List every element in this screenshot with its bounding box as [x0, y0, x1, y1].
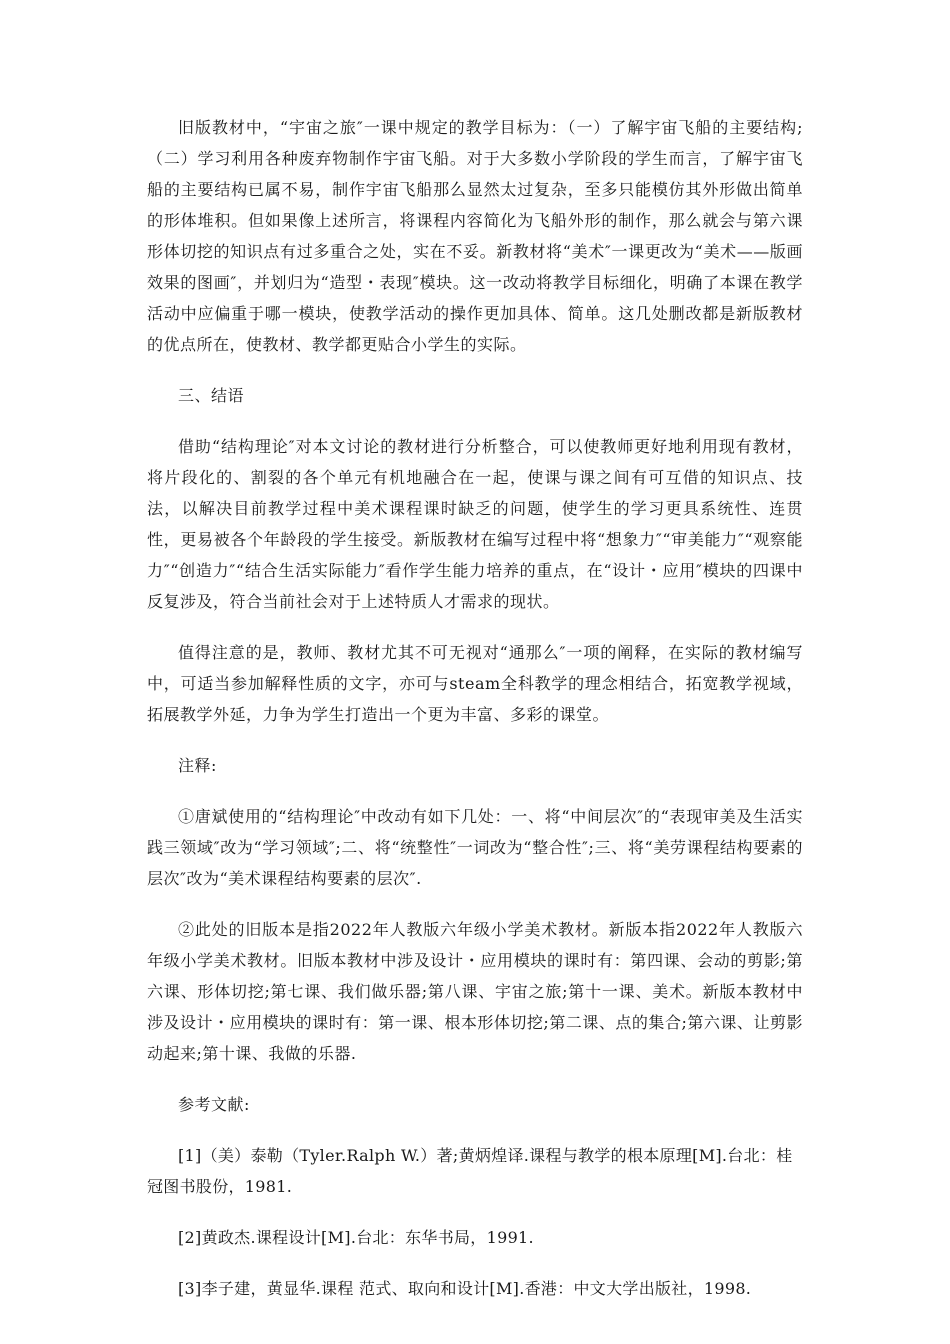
note-2: ②此处的旧版本是指2022年人教版六年级小学美术教材。新版本指2022年人教版六年级小学美术教材。旧版本教材中涉及设计・应用模块的课时有：第四课、会动的剪影;第六课、形体切挖;第七课、我们做乐器;第八课、宇宙之旅;第十一课、美术。新版本教材中涉及设计・应用模块的课时有：第一课、根本形体切挖;第二课、点的集合;第六课、让剪影动起来;第十课、我做的乐器. — [147, 920, 803, 1063]
note-1: ①唐斌使用的“结构理论″中改动有如下几处：一、将“中间层次″的“表现审美及生活实践三领域″改为“学习领域″;二、将“统整性″一词改为“整合性″;三、将“美劳课程结构要素的层次″改为“美术课程结构要素的层次″. — [147, 807, 803, 888]
reference-item-2: [2]黄政杰.课程设计[M].台北：东华书局，1991. — [178, 1228, 534, 1247]
reference-item-3: [3]李子建，黄显华.课程 范式、取向和设计[M].香港：中文大学出版社，1998. — [178, 1279, 752, 1298]
document-page — [147, 112, 803, 1324]
body-paragraph-2: 借助“结构理论″对本文讨论的教材进行分析整合，可以使教师更好地利用现有教材，将片段化的、割裂的各个单元有机地融合在一起，使课与课之间有可互借的知识点、技法，以解决目前教学过程中美术课程课时缺乏的问题，使学生的学习更具系统性、连贯性，更易被各个年龄段的学生接受。新版教材在编写过程中将“想象力″“审美能力″“观察能力″“创造力″“结合生活实际能力″看作学生能力培养的重点，在“设计・应用″模块的四课中反复涉及，符合当前社会对于上述特质人才需求的现状。 — [147, 437, 803, 611]
reference-item-1: [1]（美）泰勒（Tyler.Ralph W.）著;黄炳煌译.课程与教学的根本原理[M].台北：桂冠图书股份，1981. — [147, 1146, 793, 1196]
notes-heading: 注释: — [178, 756, 217, 775]
section-heading-conclusion: 三、结语 — [178, 386, 245, 405]
body-paragraph-1: 旧版教材中，“宇宙之旅″一课中规定的教学目标为：（一）了解宇宙飞船的主要结构;（二）学习利用各种废弃物制作宇宙飞船。对于大多数小学阶段的学生而言，了解宇宙飞船的主要结构已属不易，制作宇宙飞船那么显然太过复杂，至多只能模仿其外形做出简单的形体堆积。但如果像上述所言，将课程内容简化为飞船外形的制作，那么就会与第六课形体切挖的知识点有过多重合之处，实在不妥。新教材将“美术″一课更改为“美术——版画效果的图画″，并划归为“造型・表现″模块。这一改动将教学目标细化，明确了本课在教学活动中应偏重于哪一模块，使教学活动的操作更加具体、简单。这几处删改都是新版教材的优点所在，使教材、教学都更贴合小学生的实际。 — [147, 118, 803, 354]
body-paragraph-3: 值得注意的是，教师、教材尤其不可无视对“通那么″一项的阐释，在实际的教材编写中，可适当参加解释性质的文字，亦可与steam全科教学的理念相结合，拓宽教学视域，拓展教学外延，力争为学生打造出一个更为丰富、多彩的课堂。 — [147, 643, 803, 724]
references-heading: 参考文献: — [178, 1095, 250, 1114]
